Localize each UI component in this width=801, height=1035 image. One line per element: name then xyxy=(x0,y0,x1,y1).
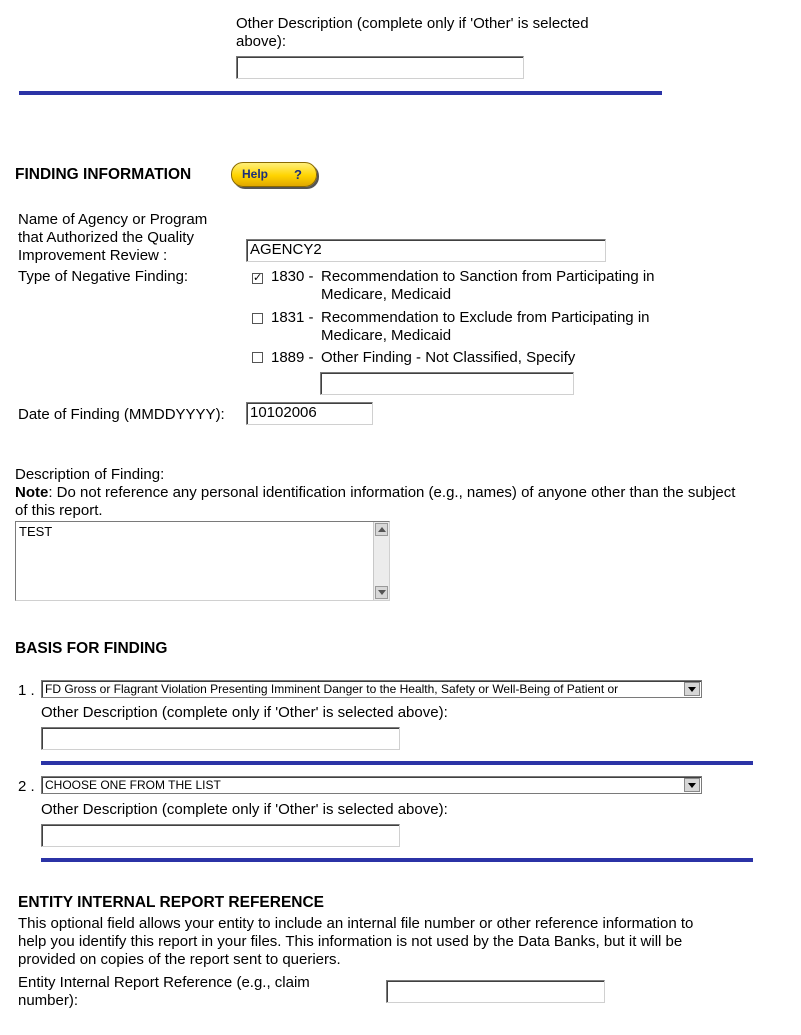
basis-divider-1 xyxy=(41,761,753,765)
basis-1-select[interactable] xyxy=(41,680,702,698)
basis-divider-2 xyxy=(41,858,753,862)
help-button[interactable] xyxy=(231,162,317,187)
finding-1830-text-line2: Medicare, Medicaid xyxy=(321,286,452,303)
finding-1831-checkbox[interactable] xyxy=(252,313,263,324)
finding-1830-code: 1830 - xyxy=(271,268,314,285)
question-icon: ? xyxy=(294,167,302,182)
basis-item-2-number: 2 . xyxy=(18,778,35,795)
type-of-finding-label: Type of Negative Finding: xyxy=(18,268,189,285)
basis-item-1-number: 1 . xyxy=(18,682,35,699)
basis-1-other-label: Other Description (complete only if 'Other' is selected above): xyxy=(41,704,448,721)
date-of-finding-label: Date of Finding (MMDDYYYY): xyxy=(18,406,225,423)
top-other-desc-label-cont: above): xyxy=(236,33,287,50)
basis-heading: BASIS FOR FINDING xyxy=(15,640,168,657)
note-text: : Do not reference any personal identification information (e.g., names) of anyone other than the subject xyxy=(48,484,736,501)
basis-2-selected: CHOOSE ONE FROM THE LIST xyxy=(45,778,221,792)
description-textarea[interactable] xyxy=(15,521,390,601)
finding-heading: FINDING INFORMATION xyxy=(15,166,192,183)
scroll-up-icon[interactable] xyxy=(375,523,388,536)
finding-1889-text: Other Finding - Not Classified, Specify xyxy=(321,349,576,366)
entity-ref-label-line2: number): xyxy=(18,992,79,1009)
basis-2-other-input[interactable] xyxy=(41,824,400,847)
help-button-label: Help xyxy=(242,167,269,181)
agency-input[interactable]: AGENCY2 xyxy=(246,239,606,262)
note-line xyxy=(15,484,735,501)
top-other-desc-input[interactable] xyxy=(236,56,524,79)
basis-1-selected: FD Gross or Flagrant Violation Presenting Imminent Danger to the Health, Safety or Well-Being of Patient or xyxy=(45,682,619,696)
finding-1830-text: Recommendation to Sanction from Participating in xyxy=(321,268,655,285)
finding-1831-text: Recommendation to Exclude from Participating in xyxy=(321,309,650,326)
agency-label: Name of Agency or Program xyxy=(18,211,208,228)
section-divider xyxy=(19,91,662,95)
agency-label-line2: that Authorized the Quality xyxy=(18,229,194,246)
description-label: Description of Finding: xyxy=(15,466,165,483)
basis-2-select[interactable] xyxy=(41,776,702,794)
scroll-down-icon[interactable] xyxy=(375,586,388,599)
date-of-finding-input[interactable]: 10102006 xyxy=(246,402,373,425)
finding-1830-checkbox[interactable]: ✓ xyxy=(253,272,263,284)
chevron-down-icon[interactable] xyxy=(684,778,700,792)
description-scrollbar[interactable] xyxy=(373,522,389,600)
other-finding-specify-input[interactable] xyxy=(320,372,574,395)
top-other-desc-label: Other Description (complete only if 'Other' is selected xyxy=(236,15,589,32)
chevron-down-icon[interactable] xyxy=(684,682,700,696)
entity-ref-label: Entity Internal Report Reference (e.g., claim xyxy=(18,974,310,991)
entity-ref-input[interactable] xyxy=(386,980,605,1003)
entity-desc-line1: This optional field allows your entity to include an internal file number or other reference information to xyxy=(18,915,694,932)
basis-1-other-input[interactable] xyxy=(41,727,400,750)
description-text: TEST xyxy=(19,524,53,539)
entity-heading: ENTITY INTERNAL REPORT REFERENCE xyxy=(18,894,325,911)
note-bold: Note xyxy=(15,484,49,501)
finding-1889-code: 1889 - xyxy=(271,349,314,366)
note-text-line2: of this report. xyxy=(15,502,103,519)
entity-desc-line3: provided on copies of the report sent to queriers. xyxy=(18,951,341,968)
agency-label-line3: Improvement Review : xyxy=(18,247,168,264)
finding-1831-text-line2: Medicare, Medicaid xyxy=(321,327,452,344)
finding-1831-code: 1831 - xyxy=(271,309,314,326)
basis-2-other-label: Other Description (complete only if 'Other' is selected above): xyxy=(41,801,448,818)
entity-desc-line2: help you identify this report in your files. This information is not used by the Data Banks, but it will be xyxy=(18,933,683,950)
finding-1889-checkbox[interactable] xyxy=(252,352,263,363)
